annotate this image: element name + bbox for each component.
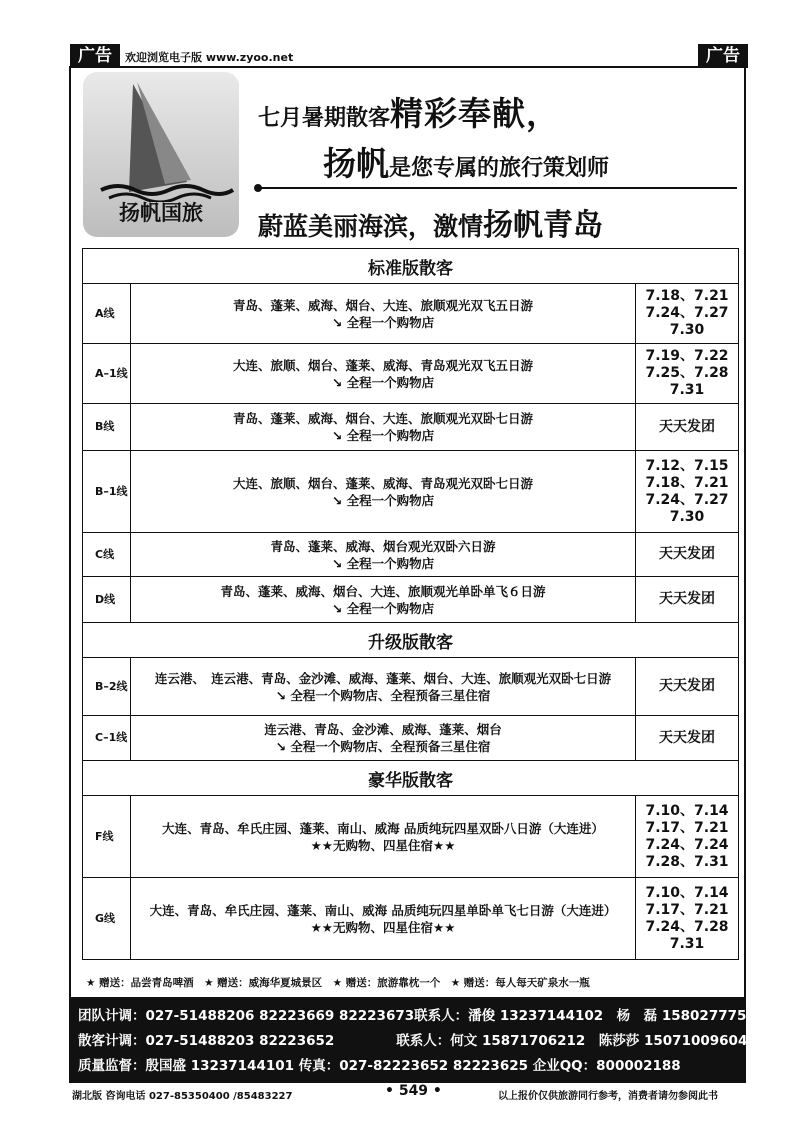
table-row — [83, 878, 739, 960]
departure-dates: 天天发团 — [636, 716, 739, 761]
route-note: ★★无购物、四星住宿★★ — [310, 837, 456, 853]
route-desc: 连云港、青岛、金沙滩、威海、蓬莱、烟台 — [264, 722, 502, 737]
table-row — [83, 577, 739, 623]
route-desc: 青岛、蓬莱、威海、烟台、大连、旅顺观光双卧七日游 — [232, 411, 533, 426]
section-header-luxury — [83, 761, 739, 796]
headline-line2 — [323, 138, 609, 185]
welcome-text: 欢迎浏览电子版 www.zyoo.net — [125, 51, 294, 64]
section-header-upgrade — [83, 623, 739, 658]
headline-line1-small: 七月暑期散客 — [258, 106, 391, 131]
headline-line3-small: 蔚蓝美丽海滨，激情 — [258, 212, 484, 241]
headline-line1 — [258, 88, 560, 135]
section-title: 升级版散客 — [83, 623, 739, 658]
company-logo — [83, 72, 239, 237]
qc-label: 质量监督： — [78, 1058, 146, 1074]
route-desc: 大连、青岛、牟氏庄园、蓬莱、南山、威海 品质纯玩四星双卧八日游（大连进） — [162, 820, 604, 836]
contact-row-retail — [78, 1029, 747, 1049]
route-code: F线 — [83, 796, 131, 878]
group-contact: 潘俊 13237144102 杨 磊 15802777512 — [468, 1008, 766, 1024]
ad-tag-right: 广告 — [698, 44, 748, 68]
logo-name: 扬帆国旅 — [119, 200, 203, 225]
route-code: D线 — [83, 577, 131, 623]
footer-disclaimer: 以上报价仅供旅游同行参考，消费者请勿参阅此书 — [498, 1091, 718, 1102]
route-desc: 青岛、蓬莱、威海、烟台、大连、旅顺观光单卧单飞６日游 — [220, 583, 546, 599]
headline-line3 — [258, 200, 603, 244]
page-number: • 549 • — [385, 1083, 442, 1099]
route-cell — [131, 716, 636, 761]
contact-row-group — [78, 1004, 765, 1024]
departure-dates: 天天发团 — [636, 658, 739, 716]
route-note: ↘ 全程一个购物店 — [331, 555, 435, 571]
route-cell — [131, 577, 636, 623]
qc-value: 殷国盛 13237144101 传真：027-82223652 82223625 企业QQ：800002188 — [145, 1058, 681, 1074]
route-desc: 大连、旅顺、烟台、蓬莱、威海、青岛观光双飞五日游 — [232, 357, 533, 373]
departure-dates: 7.18、7.21 7.24、7.27 7.30 — [636, 284, 739, 344]
departure-dates: 7.12、7.15 7.18、7.21 7.24、7.27 7.30 — [636, 451, 739, 533]
route-cell — [131, 658, 636, 716]
departure-dates: 7.10、7.14 7.17、7.21 7.24、7.24 7.28、7.31 — [636, 796, 739, 878]
headline-line2-big: 扬帆 — [323, 144, 389, 183]
route-desc: 大连、旅顺、烟台、蓬莱、威海、青岛观光双卧七日游 — [232, 475, 533, 491]
headline-line2-small: 是您专属的旅行策划师 — [389, 156, 610, 181]
route-code: B–1线 — [83, 451, 131, 533]
table-row — [83, 796, 739, 878]
departure-dates: 天天发团 — [636, 533, 739, 577]
route-code: C–1线 — [83, 716, 131, 761]
gift-footnote: ★ 赠送：品尝青岛啤酒 ★ 赠送：威海华夏城景区 ★ 赠送：旅游靠枕一个 ★ 赠送：每人每天矿泉水一瓶 — [86, 977, 590, 989]
route-note: ★★无购物、四星住宿★★ — [310, 919, 456, 935]
route-cell — [131, 284, 636, 344]
retail-label: 散客计调： — [78, 1033, 146, 1049]
table-row — [83, 658, 739, 716]
departure-dates: 天天发团 — [636, 404, 739, 451]
route-cell — [131, 451, 636, 533]
route-table — [82, 248, 739, 960]
headline-line3-big: 扬帆青岛 — [483, 208, 604, 243]
section-title: 标准版散客 — [83, 249, 739, 284]
route-note: ↘ 全程一个购物店 — [331, 600, 435, 616]
table-row — [83, 451, 739, 533]
table-row — [83, 716, 739, 761]
route-note: ↘ 全程一个购物店 — [331, 374, 435, 390]
route-desc: 青岛、蓬莱、威海、烟台、大连、旅顺观光双飞五日游 — [232, 297, 533, 313]
route-code: B线 — [83, 404, 131, 451]
route-code: C线 — [83, 533, 131, 577]
route-cell — [131, 878, 636, 960]
retail-contact: 何文 15871706212 陈莎莎 15071009604 — [450, 1033, 748, 1049]
group-phones: 027-51488206 82223669 82223673 — [145, 1008, 415, 1024]
route-cell — [131, 796, 636, 878]
footer-edition: 湖北版 咨询电话 027-85350400 /85483227 — [72, 1091, 293, 1102]
route-code: A–1线 — [83, 344, 131, 404]
route-note: ↘ 全程一个购物店 — [331, 314, 435, 330]
route-note: ↘ 全程一个购物店、全程预备三星住宿 — [275, 687, 491, 703]
retail-phones: 027-51488203 82223652 — [145, 1033, 335, 1049]
route-cell — [131, 404, 636, 451]
route-desc: 大连、青岛、牟氏庄园、蓬莱、南山、威海 品质纯玩四星单卧单飞七日游（大连进） — [149, 902, 617, 918]
table-row — [83, 533, 739, 577]
route-code: B–2线 — [83, 658, 131, 716]
retail-contact-label: 联系人： — [396, 1033, 451, 1049]
route-note: ↘ 全程一个购物店 — [331, 492, 435, 508]
route-desc: 连云港、 连云港、青岛、金沙滩、威海、蓬莱、烟台、大连、旅顺观光双卧七日游 — [154, 670, 612, 686]
route-code: A线 — [83, 284, 131, 344]
headline-divider — [255, 187, 737, 189]
route-desc: 青岛、蓬莱、威海、烟台观光双卧六日游 — [270, 538, 496, 554]
departure-dates: 天天发团 — [636, 577, 739, 623]
route-cell — [131, 344, 636, 404]
section-title: 豪华版散客 — [83, 761, 739, 796]
route-code: G线 — [83, 878, 131, 960]
departure-dates: 7.19、7.22 7.25、7.28 7.31 — [636, 344, 739, 404]
route-note: ↘ 全程一个购物店 — [331, 428, 435, 443]
departure-dates: 7.10、7.14 7.17、7.21 7.24、7.28 7.31 — [636, 878, 739, 960]
table-row — [83, 344, 739, 404]
contact-panel — [70, 997, 766, 1081]
sailboat-icon — [83, 72, 239, 202]
route-note: ↘ 全程一个购物店、全程预备三星住宿 — [275, 739, 491, 754]
table-row — [83, 284, 739, 344]
group-contact-label: 联系人： — [414, 1008, 469, 1024]
section-header-standard — [83, 249, 739, 284]
contact-row-qc — [78, 1054, 681, 1074]
route-cell — [131, 533, 636, 577]
group-label: 团队计调： — [78, 1008, 146, 1024]
table-row — [83, 404, 739, 451]
headline-line1-big: 精彩奉献， — [390, 94, 561, 133]
ad-tag-left: 广告 — [70, 44, 120, 68]
